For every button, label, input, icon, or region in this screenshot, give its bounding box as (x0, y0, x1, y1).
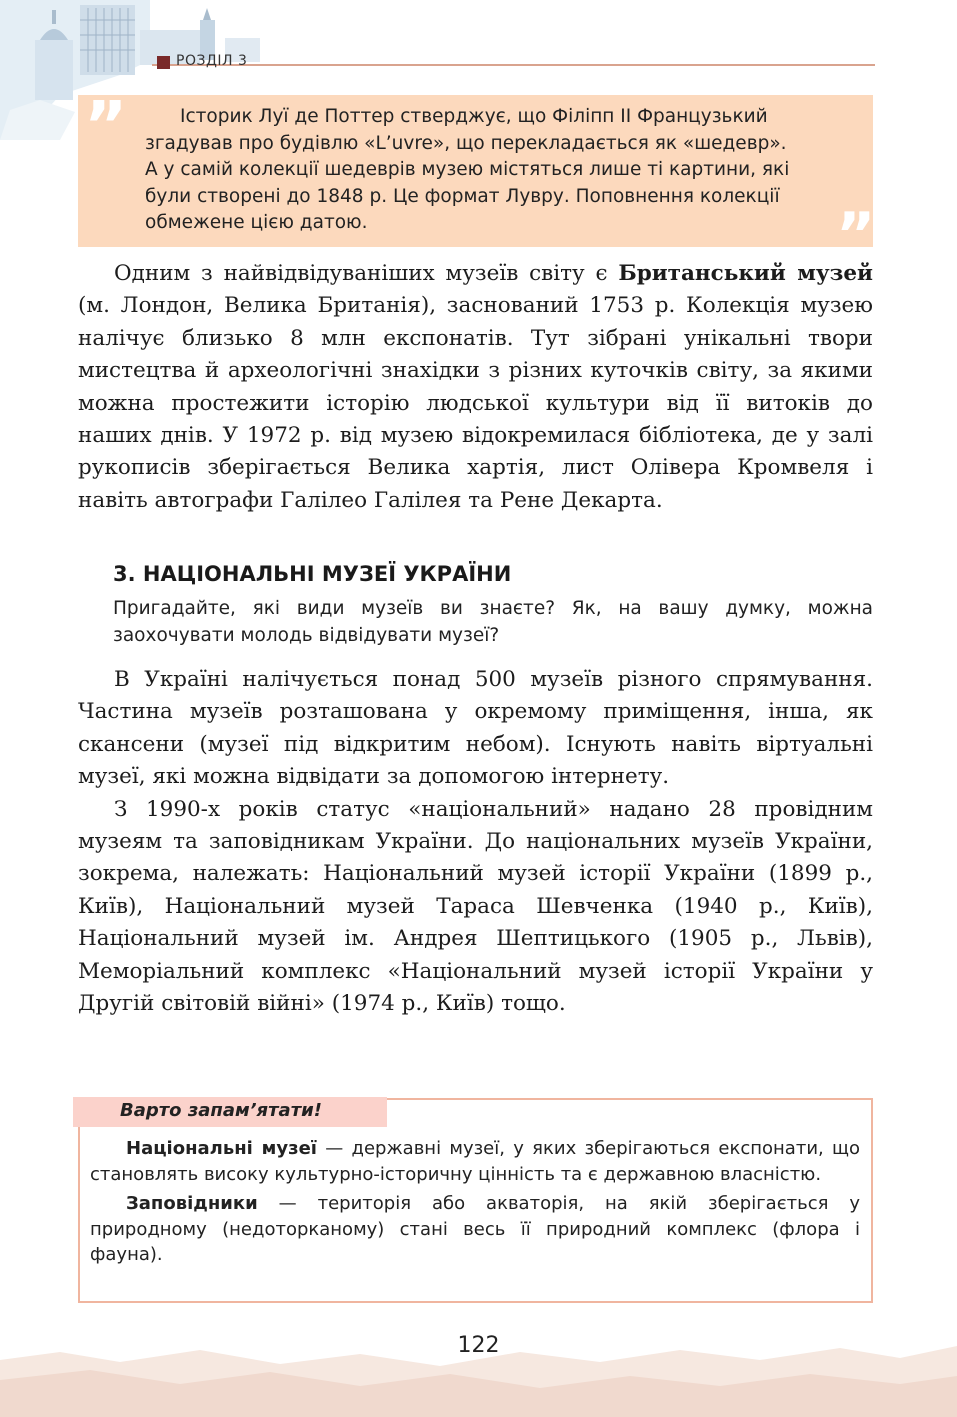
british-museum-term: Британський музей (618, 261, 874, 286)
para3: З 1990-х років статус «національний» надано 28 провідним музеям та заповідникам України. До національних музеїв України, зокрема, належать: Національний музей історії України (1899 р., Київ), Національний музей Тараса Шевченка (1940 р., Київ), Національний музей ім. Андрея Шептицького (1905 р., Львів), Меморіальний комплекс «Національний музей історії України у Другій світовій війні» (1974 р., Київ) тощо. (78, 796, 873, 1017)
quote-line: згадував про будівлю «L’uvre», що перекладається як «шедевр». (145, 132, 787, 154)
para2: В Україні налічується понад 500 музеїв різного спрямування. Частина музеїв розташована у окремому приміщення, інша, як скансени (музеї під відкритим небом). Існують навіть віртуальні музеї, які можна відвідати за допомогою інтернету. (78, 667, 873, 790)
ukraine-museums-text (78, 664, 873, 1020)
definition-reserves (90, 1191, 860, 1268)
definition-national-museums (90, 1136, 860, 1187)
quote-close-icon: ” (836, 200, 876, 270)
term-national-museums: Національні музеї (126, 1138, 317, 1159)
quote-line: А у самій колекції шедеврів музею містяться лише ті картини, які (145, 159, 790, 181)
page-number: 122 (457, 1333, 500, 1358)
quote-open-icon: ” (84, 87, 128, 164)
para1-start: Одним з найвідвідуваніших музеїв світу є (114, 261, 619, 286)
section-marker (157, 56, 170, 69)
reflection-question: Пригадайте, які види музеїв ви знаєте? Як, на вашу думку, можна заохочувати молодь відвідувати музеї? (113, 598, 873, 646)
remember-title: Варто запам’ятати! (120, 1100, 322, 1121)
quote-line: обмежене цією датою. (145, 212, 368, 234)
british-museum-paragraph (78, 258, 873, 517)
header-rule (152, 64, 875, 66)
def-national-museums: — державні музеї, у яких зберігаються експонати, що становлять високу культурно-історичну цінність та є державною власністю. (90, 1138, 860, 1185)
quote-line: Історик Луї де Поттер стверджує, що Філіпп II Французький (180, 106, 768, 127)
quote-text (145, 104, 835, 237)
term-reserves: Заповідники (126, 1193, 258, 1214)
remember-definitions (90, 1136, 860, 1272)
section-label: РОЗДІЛ 3 (176, 53, 248, 69)
def-reserves: — територія або акваторія, на якій зберігається у природному (недоторканому) стані весь її природний комплекс (флора і фауна). (90, 1193, 860, 1265)
para1-rest: (м. Лондон, Велика Британія), заснований 1753 р. Колекція музею налічує близько 8 млн експонатів. Тут зібрані унікальні твори мистецтва й археологічні знахідки з різних куточків світу, за якими можна простежити історію людської культури від її витоків до наших днів. У 1972 р. від музею відокремилася бібліотека, де у залі рукописів зберігається Велика хартія, лист Олівера Кромвеля і навіть автографи Галілео Галілея та Рене Декарта. (78, 293, 873, 513)
quote-line: були створені до 1848 р. Це формат Лувру. Поповнення колекції (145, 185, 780, 207)
section-heading: 3. НАЦІОНАЛЬНІ МУЗЕЇ УКРАЇНИ (113, 562, 512, 586)
